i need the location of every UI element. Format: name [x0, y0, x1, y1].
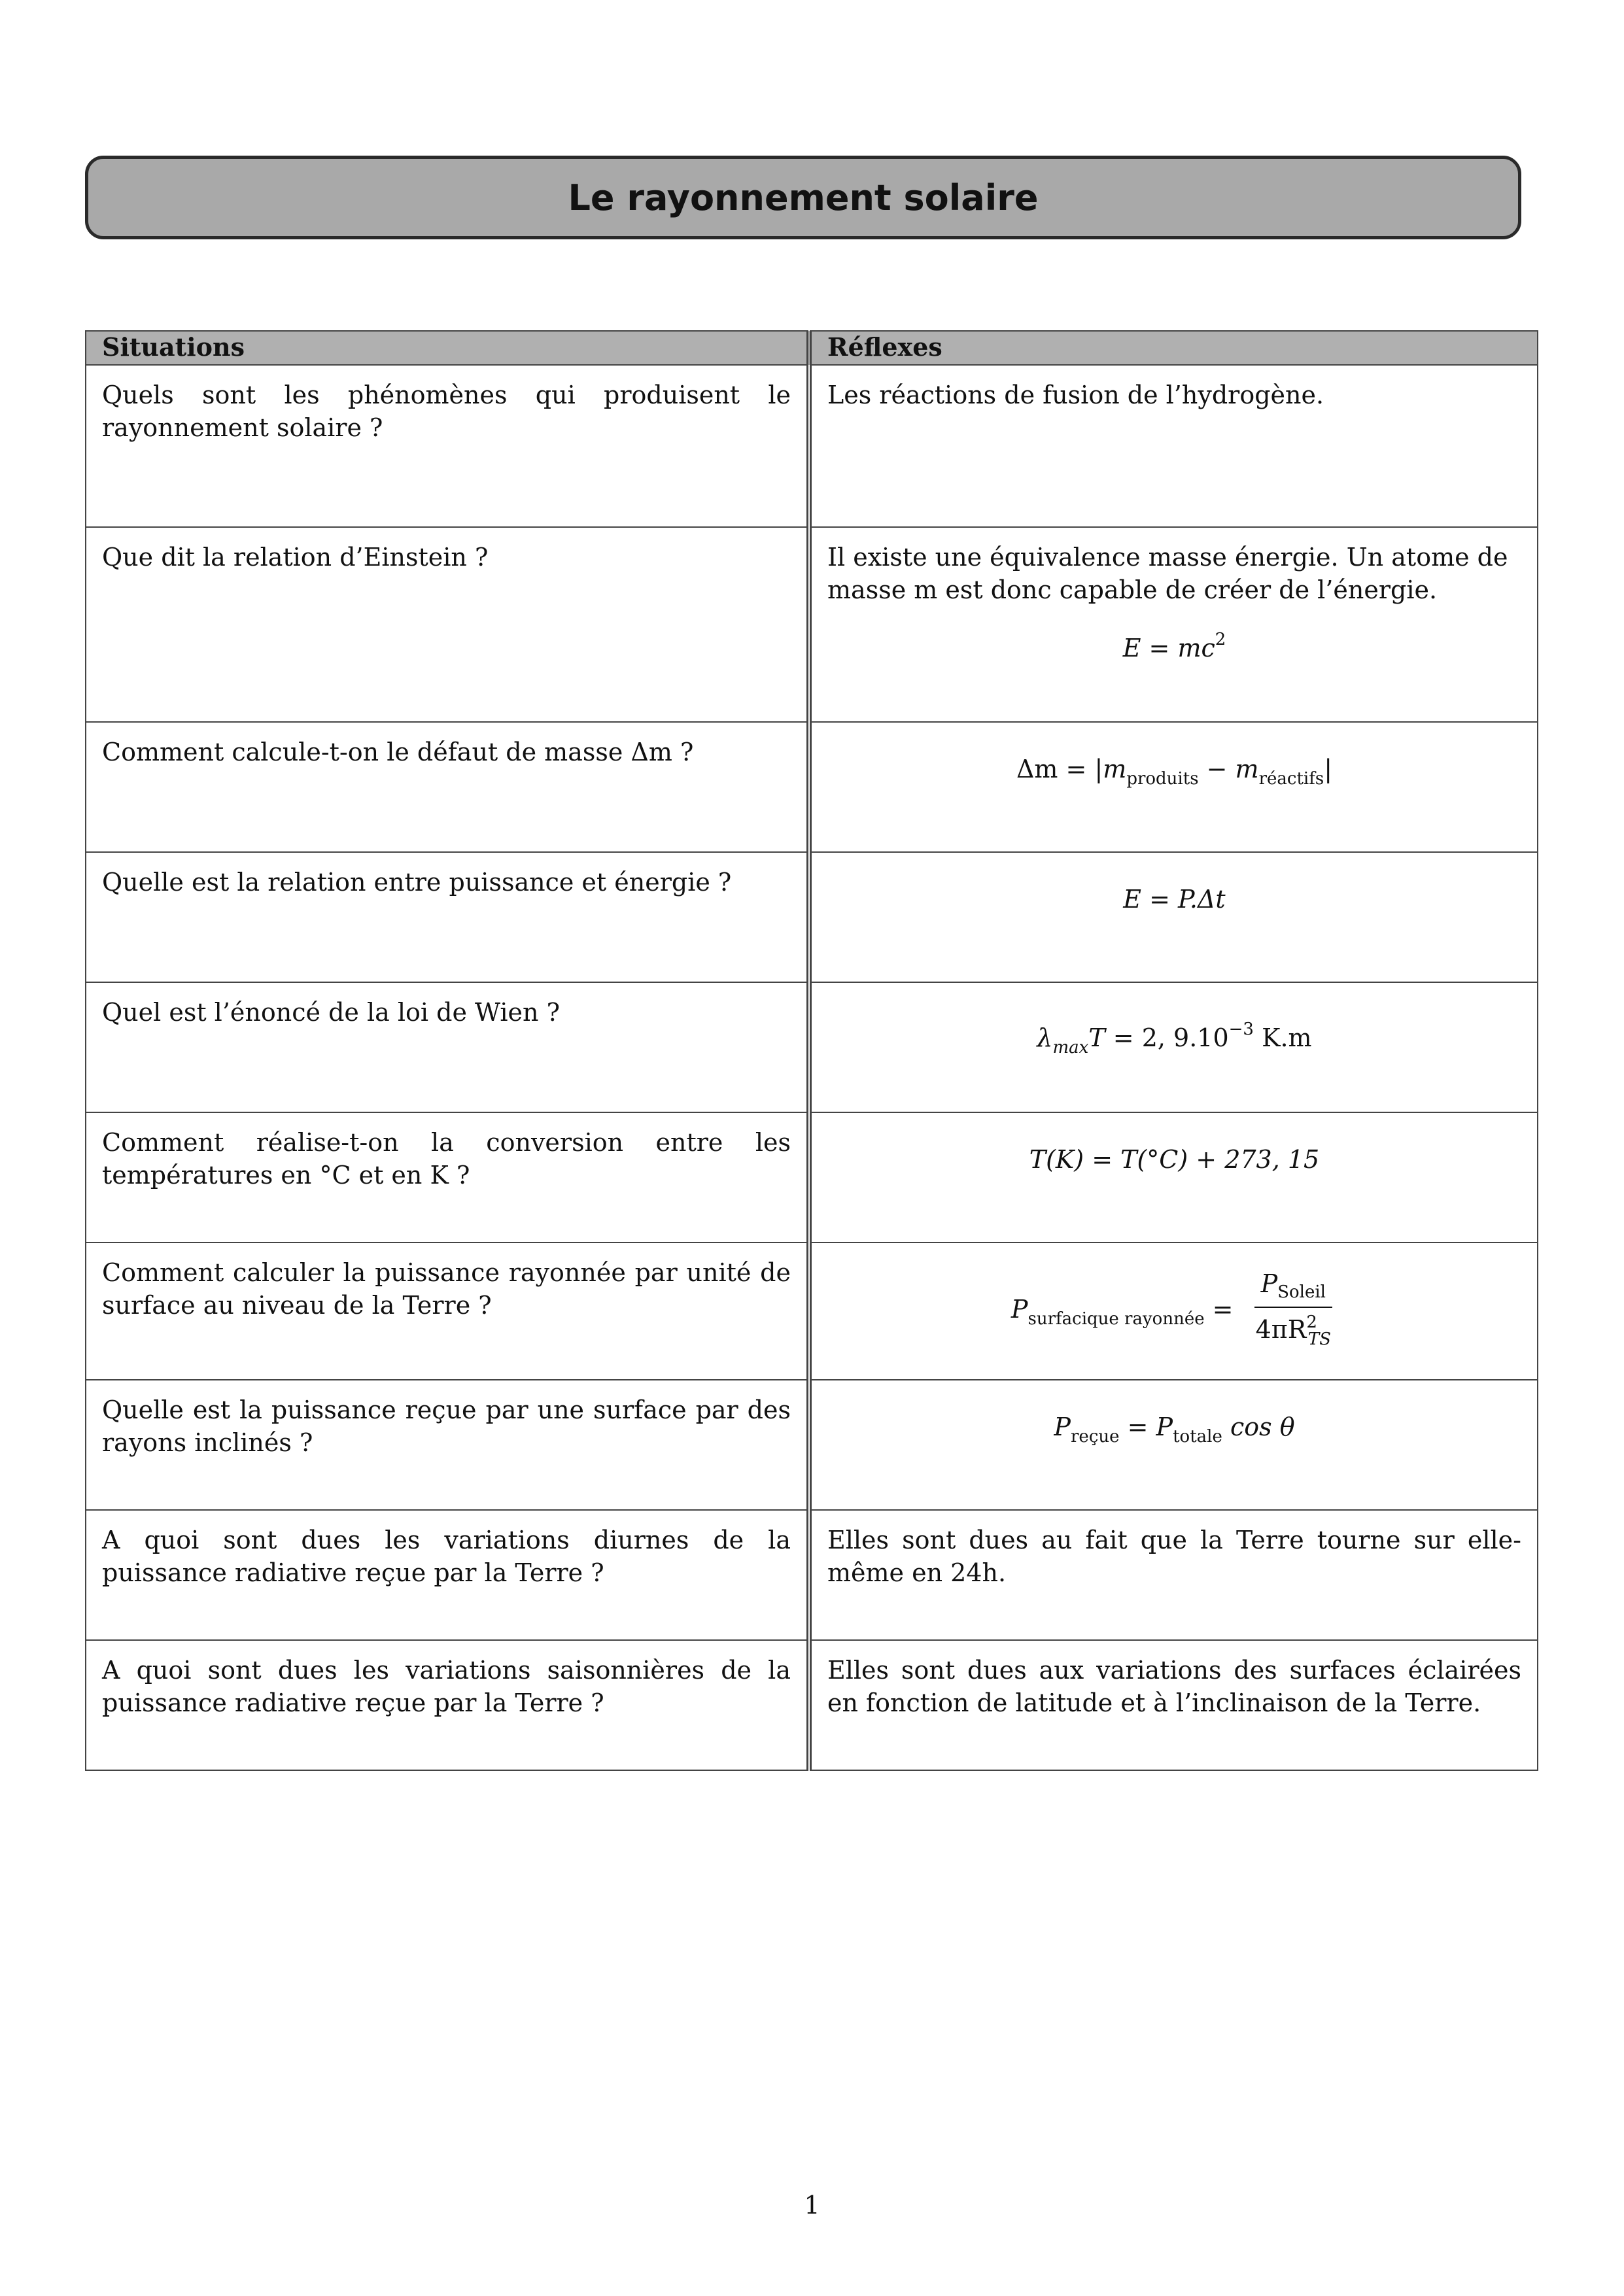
- answer-cell: [809, 1380, 1538, 1510]
- table-row: [86, 1640, 1538, 1770]
- inclined-power-formula: $P_{reçue} = P_{totale}$ cos θ: [1054, 1413, 1295, 1447]
- answer-cell: [809, 722, 1538, 852]
- surface-power-formula: $P_{surfacique rayonnée}$ = $\frac{P_{Soleil}}{4\pi R^2_{TS}}$: [827, 1269, 1521, 1354]
- table-row: [86, 1380, 1538, 1510]
- answer-cell: [809, 1112, 1538, 1242]
- question-cell: Comment calcule-t-on le défaut de masse Δm ?: [86, 722, 809, 852]
- table-row: [86, 852, 1538, 982]
- question-cell: A quoi sont dues les variations diurnes de la puissance radiative reçue par la Terre ?: [86, 1510, 809, 1640]
- page-title: Le rayonnement solaire: [568, 177, 1039, 218]
- power-energy-formula: E = P.Δt: [1123, 885, 1226, 914]
- title-box: [85, 156, 1521, 239]
- wien-formula: $\lambda_{max}T = 2$, $9.10^{-3}$ K.m: [1037, 1019, 1312, 1057]
- header-situations: Situations: [86, 331, 809, 365]
- answer-cell: [809, 982, 1538, 1112]
- question-cell: Que dit la relation d’Einstein ?: [86, 527, 809, 722]
- table-header-row: [86, 331, 1538, 365]
- answer-cell: Elles sont dues aux variations des surfaces éclairées en fonction de latitude et à l’inclinaison de la Terre.: [809, 1640, 1538, 1770]
- mass-defect-formula: $\Delta m = |m_{produits} - m_{réactifs}|$: [1016, 755, 1333, 789]
- table-row: [86, 1510, 1538, 1640]
- table-row: [86, 722, 1538, 852]
- answer-cell: [809, 1242, 1538, 1380]
- question-cell: Comment réalise-t-on la conversion entre les températures en °C et en K ?: [86, 1112, 809, 1242]
- table-row: [86, 365, 1538, 527]
- question-cell: Quel est l’énoncé de la loi de Wien ?: [86, 982, 809, 1112]
- answer-cell: Les réactions de fusion de l’hydrogène.: [809, 365, 1538, 527]
- question-cell: A quoi sont dues les variations saisonnières de la puissance radiative reçue par la Terre ?: [86, 1640, 809, 1770]
- reflex-table: [85, 330, 1538, 1771]
- question-cell: Comment calculer la puissance rayonnée par unité de surface au niveau de la Terre ?: [86, 1242, 809, 1380]
- answer-text: Il existe une équivalence masse énergie. Un atome de masse m est donc capable de créer de l’énergie.: [827, 543, 1508, 604]
- answer-cell: [809, 852, 1538, 982]
- temperature-formula: T(K) = T(°C) + 273, 15: [1029, 1145, 1320, 1174]
- table-row: [86, 1112, 1538, 1242]
- header-reflexes: Réflexes: [809, 331, 1538, 365]
- answer-cell: Elles sont dues au fait que la Terre tourne sur elle-même en 24h.: [809, 1510, 1538, 1640]
- page-number: 1: [804, 2191, 820, 2219]
- table-row: [86, 982, 1538, 1112]
- einstein-formula: $E = mc^2$: [1122, 630, 1226, 662]
- surface-power-fraction: $\frac{P_{Soleil}}{4\pi R^2_{TS}}$: [1255, 1269, 1332, 1349]
- answer-cell: [809, 527, 1538, 722]
- table-row: [86, 527, 1538, 722]
- question-cell: Quelle est la puissance reçue par une surface par des rayons inclinés ?: [86, 1380, 809, 1510]
- question-cell: Quels sont les phénomènes qui produisent le rayonnement solaire ?: [86, 365, 809, 527]
- question-cell: Quelle est la relation entre puissance et énergie ?: [86, 852, 809, 982]
- table-row: [86, 1242, 1538, 1380]
